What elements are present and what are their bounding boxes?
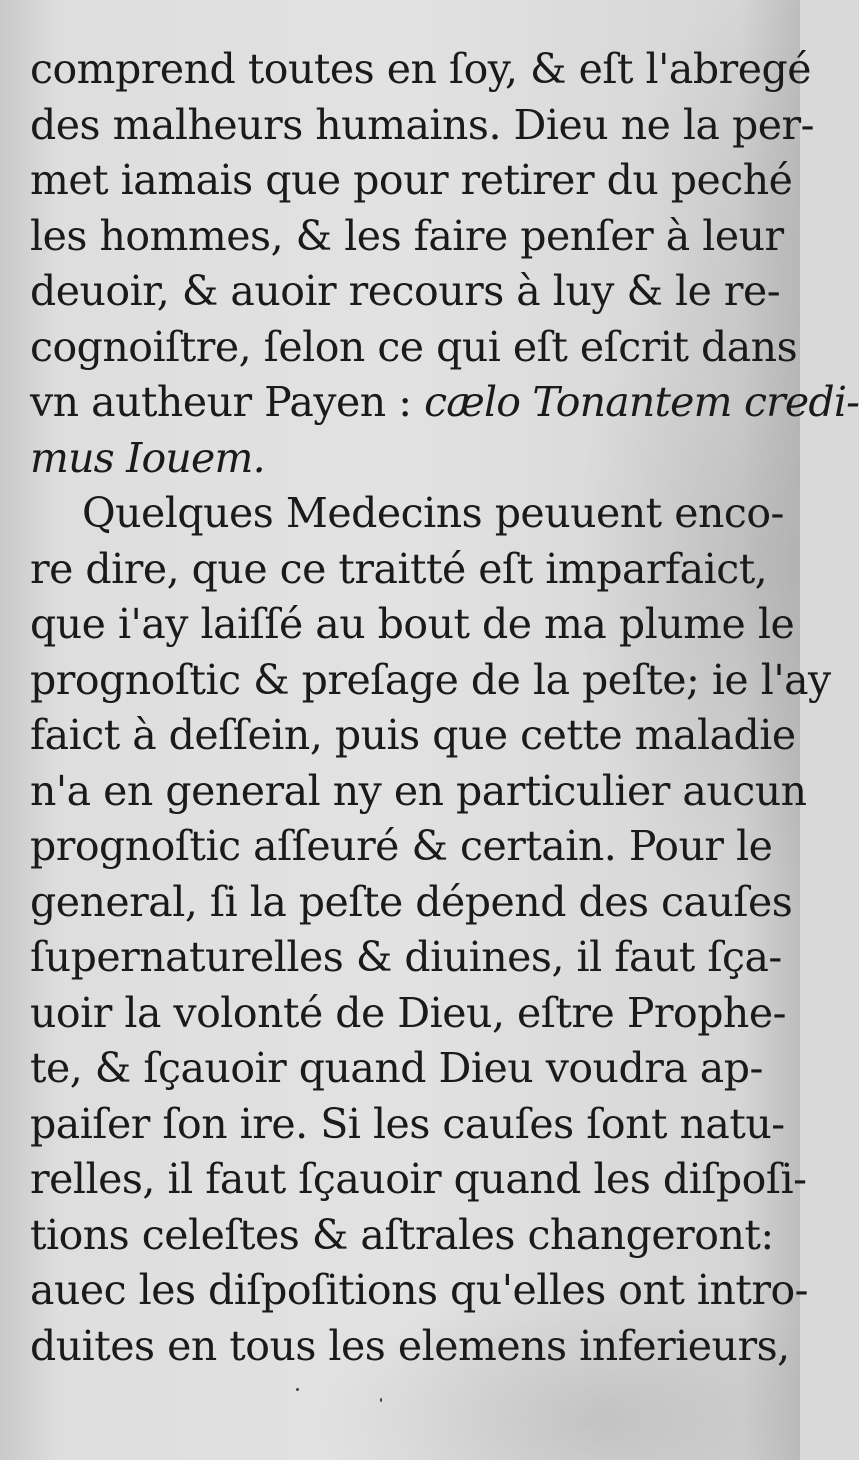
text-line: comprend toutes en ſoy, & eſt l'abregé: [30, 45, 811, 93]
text-line: paiſer ſon ire. Si les cauſes ſont natu-: [30, 1099, 785, 1148]
text-line: que i'ay laiſſé au bout de ma plume le: [30, 600, 795, 648]
text-line: te, & ſçauoir quand Dieu voudra ap-: [30, 1044, 763, 1092]
text-line: les hommes, & les faire penſer à leur: [30, 211, 784, 260]
paragraph-1: [30, 42, 859, 486]
text-line: prognoſtic aſſeuré & certain. Pour le: [30, 822, 773, 870]
text-line: n'a en general ny en particulier aucun: [30, 766, 807, 815]
text-line: vn autheur Payen : cælo Tonantem credi-: [30, 378, 859, 426]
text-line: met iamais que pour retirer du peché: [30, 156, 793, 204]
text-line: auec les diſpoſitions qu'elles ont intro-: [30, 1266, 809, 1314]
ink-speck: [296, 1388, 299, 1391]
text-line: Quelques Medecins peuuent enco-: [82, 489, 784, 537]
text-line: [30, 431, 742, 487]
text-line: deuoir, & auoir recours à luy & le re-: [30, 267, 781, 315]
text-line: general, ſi la peſte dépend des cauſes: [30, 877, 793, 926]
text-line: tions celeſtes & aſtrales changeront:: [30, 1210, 774, 1259]
latin-quote: cælo Tonantem credi-: [424, 378, 859, 426]
text-line: prognoſtic & preſage de la peſte; ie l'ay: [30, 655, 831, 704]
page-text: [30, 42, 859, 1374]
text-line: duites en tous les elemens inferieurs,: [30, 1321, 790, 1370]
text-line: relles, il faut ſçauoir quand les diſpoſi-: [30, 1155, 807, 1203]
text-line: re dire, que ce traitté eſt imparfaict,: [30, 544, 768, 593]
text-line: ſupernaturelles & diuines, il faut ſça-: [30, 933, 782, 981]
latin-quote-end: mus Iouem.: [30, 433, 265, 482]
text-line: cognoiſtre, ſelon ce qui eſt eſcrit dans: [30, 322, 798, 371]
ink-speck: [380, 1398, 382, 1402]
text-line: uoir la volonté de Dieu, eſtre Prophe-: [30, 988, 786, 1037]
text-line: des malheurs humains. Dieu ne la per-: [30, 100, 814, 149]
text-line: faict à deſſein, puis que cette maladie: [30, 711, 796, 759]
paragraph-2: [30, 486, 831, 1374]
